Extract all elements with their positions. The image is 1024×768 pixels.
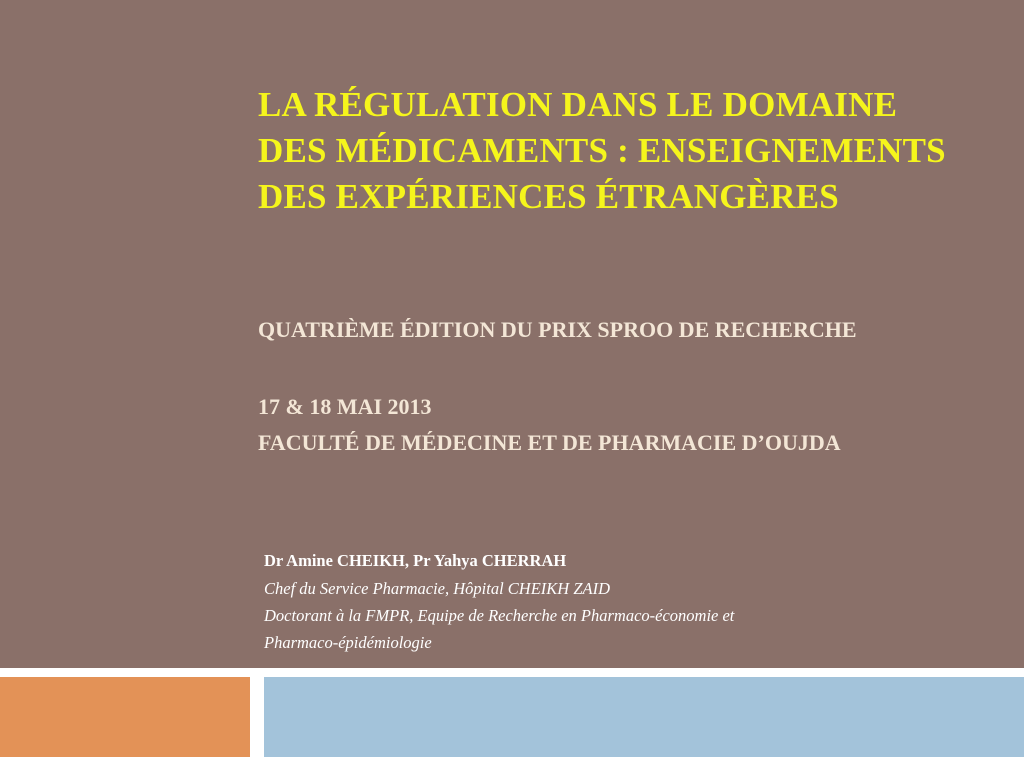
affiliation-line: Doctorant à la FMPR, Equipe de Recherche en Pharmaco-économie et bbox=[264, 606, 735, 625]
authors: Dr Amine CHEIKH, Pr Yahya CHERRAH bbox=[264, 551, 567, 570]
affiliation-line: Pharmaco-épidémiologie bbox=[264, 633, 432, 652]
title-line: DES EXPÉRIENCES ÉTRANGÈRES bbox=[258, 177, 839, 216]
accent-bar-blue bbox=[264, 677, 1024, 757]
title-line: LA RÉGULATION DANS LE DOMAINE bbox=[258, 85, 898, 124]
event-edition: QUATRIÈME ÉDITION DU PRIX SPROO DE RECHERCHE bbox=[258, 317, 857, 342]
accent-bar-orange bbox=[0, 677, 250, 757]
slide-title bbox=[258, 82, 1024, 220]
affiliation-line: Chef du Service Pharmacie, Hôpital CHEIKH ZAID bbox=[264, 579, 610, 598]
event-venue: FACULTÉ DE MÉDECINE ET DE PHARMACIE D’OUJDA bbox=[258, 430, 841, 455]
title-line: DES MÉDICAMENTS : ENSEIGNEMENTS bbox=[258, 131, 946, 170]
event-date: 17 & 18 MAI 2013 bbox=[258, 394, 432, 419]
